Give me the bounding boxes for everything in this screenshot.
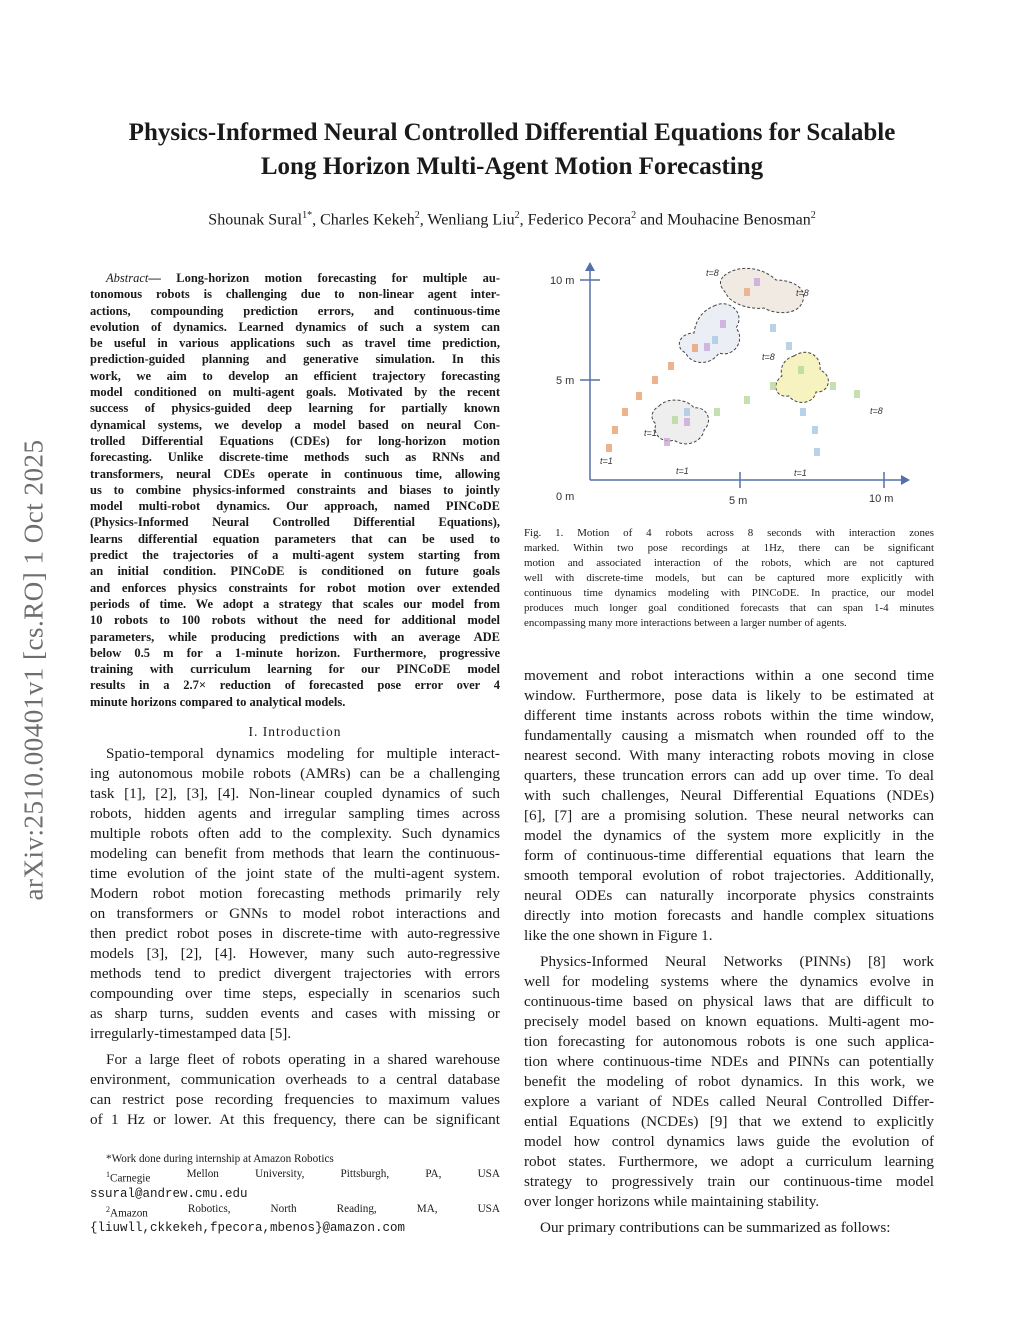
text-line: movement and robot interactions within a one second time — [524, 667, 934, 684]
abstract-line: results in a 2.7× reduction of forecasted pose error over 4 — [90, 678, 500, 693]
caption-line: motion and associated interaction of the robots, which are not captured — [524, 557, 934, 569]
abstract-line: Abstract— Long-horizon motion forecasting for multiple au- — [106, 271, 500, 285]
text-line: benefit the modeling of robot dynamics. In this work, we — [524, 1073, 934, 1090]
robot-motion-diagram — [524, 258, 934, 518]
text-line: strategy to progressively train our continuous-time model — [524, 1173, 934, 1190]
figure-caption — [524, 526, 934, 631]
text-line: form of continuous-time differential equations that learn the — [524, 847, 934, 864]
abstract-line: model conditioned on multi-agent goals. Motivated by the recent — [90, 385, 500, 400]
text-line: models [3], [2], [4]. However, many such auto-regressive — [90, 945, 500, 963]
text-line: methods tend to predict divergent trajectories with errors — [90, 965, 500, 983]
text-line: modeling can benefit from methods that learn the continuous- — [90, 845, 500, 863]
footnote-affiliation-1: $^1$Carnegie Mellon University, Pittsburgh, PA, USA — [106, 1168, 500, 1185]
caption-line: Fig. 1. Motion of 4 robots across 8 seconds with interaction zones — [524, 527, 934, 539]
interaction-zone — [652, 400, 709, 444]
footnote-affiliation-2: $^2$Amazon Robotics, North Reading, MA, USA — [106, 1202, 500, 1220]
text-line: as sharp turns, sudden events and cases with missing or — [90, 1005, 500, 1023]
y-tick-label: 5 m — [556, 375, 575, 387]
title-line-2: Long Horizon Multi-Agent Motion Forecasting — [260, 153, 764, 180]
intro-paragraph-1 — [90, 744, 500, 1044]
text-line: environment, communication overheads to a central database — [90, 1071, 500, 1089]
text-line: with such challenges, Neural Differential Equations (NDEs) — [524, 787, 934, 804]
text-line: smooth temporal evolution of robot trajectories. Additionally, — [524, 867, 934, 884]
time-label: t=1 — [794, 468, 807, 478]
text-line: robots, hidden agents and irregular sampling times across — [90, 805, 500, 823]
abstract-line: an initial condition. PINCoDE is conditioned on future goals — [90, 564, 500, 579]
text-line: ential Equations (NCDEs) [9] that we extend to explicitly — [524, 1113, 934, 1130]
time-label: t=8 — [870, 406, 883, 416]
author-name: Shounak Sural — [208, 211, 303, 229]
author-list — [60, 210, 964, 229]
author-name: , Wenliang Liu — [419, 211, 515, 229]
right-column — [524, 666, 934, 1238]
text-line: time evolution of the joint state of the multi-agent system. — [90, 865, 500, 883]
abstract-line: 10 robots to 100 robots without the need for additional model — [90, 613, 500, 628]
abstract-line: below 0.5 m for a 1-minute horizon. Furthermore, progressive — [90, 645, 500, 660]
left-column — [90, 270, 500, 1130]
abstract-line: success of physics-guided deep learning for partially known — [90, 401, 500, 416]
text-line: different time instants across robots within the time window, — [524, 707, 934, 724]
text-line: can restrict pose recording frequencies to maximum values — [90, 1091, 500, 1109]
caption-line: marked. Within two pose recordings at 1Hz, there can be significant — [524, 542, 934, 554]
text-line: window. Furthermore, pose data is likely to be estimated at — [524, 687, 934, 704]
abstract-line: work, we aim to develop an efficient trajectory forecasting — [90, 368, 500, 383]
interaction-zone — [720, 268, 803, 312]
abstract-line: minute horizons compared to analytical models. — [90, 694, 346, 709]
abstract-line: transformers, neural CDEs operate in continuous time, allowing — [90, 466, 500, 481]
abstract-line: and enforces physics constraints for robot motion over extended — [90, 580, 500, 595]
abstract-line: learns differential equation parameters that can be used to — [90, 531, 500, 546]
author-name: , Federico Pecora — [519, 211, 632, 229]
caption-line: encompassing many more interactions between a larger number of agents. — [524, 617, 847, 629]
text-line: like the one shown in Figure 1. — [524, 927, 713, 944]
intro-paragraph-2 — [90, 1050, 500, 1130]
text-line: precisely model based on known equations. Multi-agent mo- — [524, 1013, 934, 1030]
right-paragraph-1 — [524, 666, 934, 946]
abstract-line: tonomous robots is challenging due to non-linear agent inter- — [90, 287, 500, 302]
text-line: model the dynamics of the system more explicitly in the — [524, 827, 934, 844]
time-label: t=1 — [600, 456, 613, 466]
title-line-1: Physics-Informed Neural Controlled Differential Equations for Scalable — [128, 119, 896, 146]
interaction-zone — [679, 304, 739, 363]
abstract-line: prediction-guided planning and generative simulation. In this — [90, 352, 500, 367]
right-paragraph-2 — [524, 952, 934, 1212]
abstract-line: us to combine physics-informed constraints and biases to jointly — [90, 482, 500, 497]
text-line: continuous-time based on physical laws that are difficult to — [524, 993, 934, 1010]
text-line: multiple robots often add to the complexity. Such dynamics — [90, 825, 500, 843]
text-line: tion forecasting for autonomous robots is one such applica- — [524, 1033, 934, 1050]
text-line: robot states. Furthermore, we adopt a curriculum learning — [524, 1153, 934, 1170]
footnote-email-2: {liuwll,ckkekeh,fpecora,mbenos}@amazon.com — [90, 1221, 406, 1236]
y-tick-label: 0 m — [556, 491, 575, 503]
text-line: on transformers or GNNs to model robot interactions and — [90, 905, 500, 923]
abstract-line: parameters, while producing predictions with an average ADE — [90, 629, 500, 644]
caption-line: produces much longer goal conditioned forecasts that can span 1-4 minutes — [524, 602, 934, 614]
abstract-line: model multi-robot dynamics. Our approach, named PINCoDE — [90, 499, 500, 514]
abstract-line: (Physics-Informed Neural Controlled Differential Equations), — [90, 515, 500, 530]
right-paragraph-3 — [524, 1218, 934, 1238]
abstract-line: training with curriculum learning for our PINCoDE model — [90, 662, 500, 677]
footnotes — [90, 1152, 500, 1236]
text-line: ing autonomous mobile robots (AMRs) can be a challenging — [90, 765, 500, 783]
text-line: directly into motion forecasts and handle complex situations — [524, 907, 934, 924]
caption-line: continuous time dynamics modeling with PINCoDE. In practice, our model — [524, 587, 934, 599]
abstract-label: Abstract — [106, 271, 149, 285]
x-axis-arrow — [901, 475, 910, 485]
abstract-line: trolled Differential Equations (CDEs) for long-horizon motion — [90, 433, 500, 448]
text-line: [6], [7] are a promising solution. These neural networks can — [524, 807, 934, 824]
text-line: Physics-Informed Neural Networks (PINNs) [8] work — [540, 953, 934, 970]
author-name: , Charles Kekeh — [312, 211, 415, 229]
footnote-internship: *Work done during internship at Amazon Robotics — [106, 1153, 334, 1165]
text-line: quarters, these truncation errors can add up over time. To deal — [524, 767, 934, 784]
text-line: For a large fleet of robots operating in a shared warehouse — [106, 1051, 500, 1069]
author-affiliation-mark: 2 — [631, 210, 637, 221]
time-label: t=1 — [676, 466, 689, 476]
x-tick-label: 5 m — [729, 495, 748, 507]
abstract-line: be useful in various applications such as travel time prediction, — [90, 336, 500, 351]
author-affiliation-mark: 2 — [414, 210, 420, 221]
abstract-line: predict the trajectories of a multi-agent system starting from — [90, 548, 500, 563]
author-affiliation-mark: 2 — [514, 210, 520, 221]
figure-1 — [524, 258, 934, 518]
author-affiliation-mark: 2 — [810, 210, 816, 221]
text-line: fundamentally causing a mismatch when rounded off to the — [524, 727, 934, 744]
footnote-email-1: ssural@andrew.cmu.edu — [90, 1186, 248, 1201]
interaction-zone — [776, 352, 829, 402]
y-tick-label: 10 m — [550, 275, 575, 287]
text-line: neural ODEs can naturally incorporate physics constraints — [524, 887, 934, 904]
time-label: t=8 — [796, 288, 809, 298]
time-label: t=8 — [706, 268, 719, 278]
section-heading: I. Introduction — [248, 724, 342, 740]
text-line: well for modeling systems where the dynamics evolve in — [524, 973, 934, 990]
text-line: of 1 Hz or lower. At this frequency, there can be significant — [90, 1111, 500, 1129]
text-line: task [1], [2], [3], [4]. Non-linear coupled dynamics of such — [90, 785, 500, 803]
text-line: compounding over time steps, especially in scenarios such — [90, 985, 500, 1003]
text-line: tion where continuous-time NDEs and PINNs can potentially — [524, 1053, 934, 1070]
paper-title — [60, 116, 964, 184]
caption-line: well with discrete-time models, but can be captured more explicitly with — [524, 572, 934, 584]
arxiv-identifier: arXiv:2510.00401v1 [cs.RO] 1 Oct 2025 — [18, 439, 49, 901]
text-line: explore a variant of NDEs called Neural Controlled Differ- — [524, 1093, 934, 1110]
abstract-line: forecasting. Unlike discrete-time methods such as RNNs and — [90, 450, 500, 465]
y-axis-arrow — [585, 262, 595, 271]
text-line: Spatio-temporal dynamics modeling for multiple interact- — [106, 745, 500, 763]
text-line: Our primary contributions can be summarized as follows: — [540, 1219, 891, 1236]
author-name: and Mouhacine Benosman — [636, 211, 811, 229]
author-affiliation-mark: 1* — [302, 210, 313, 221]
text-line: model how control dynamics laws guide the evolution of — [524, 1133, 934, 1150]
time-label: t=1 — [644, 428, 657, 438]
text-line: then predict robot poses in discrete-time with auto-regressive — [90, 925, 500, 943]
text-line: over longer horizons while maintaining stability. — [524, 1193, 820, 1210]
arxiv-sidebar — [14, 380, 54, 960]
abstract-line: evolution of dynamics. Learned dynamics of such a system can — [90, 319, 500, 334]
abstract-line: dynamical systems, we develop a model based on neural Con- — [90, 417, 500, 432]
text-line: Modern robot motion forecasting methods primarily rely — [90, 885, 500, 903]
abstract-line: periods of time. We adopt a strategy that scales our model from — [90, 596, 500, 611]
time-label: t=8 — [762, 352, 775, 362]
abstract-line: actions, compounding prediction errors, and continuous-time — [90, 303, 500, 318]
text-line: nearest second. With many interacting robots moving in close — [524, 747, 934, 764]
abstract — [90, 270, 500, 710]
x-tick-label: 10 m — [869, 493, 894, 505]
text-line: irregularly-timestamped data [5]. — [90, 1025, 292, 1043]
